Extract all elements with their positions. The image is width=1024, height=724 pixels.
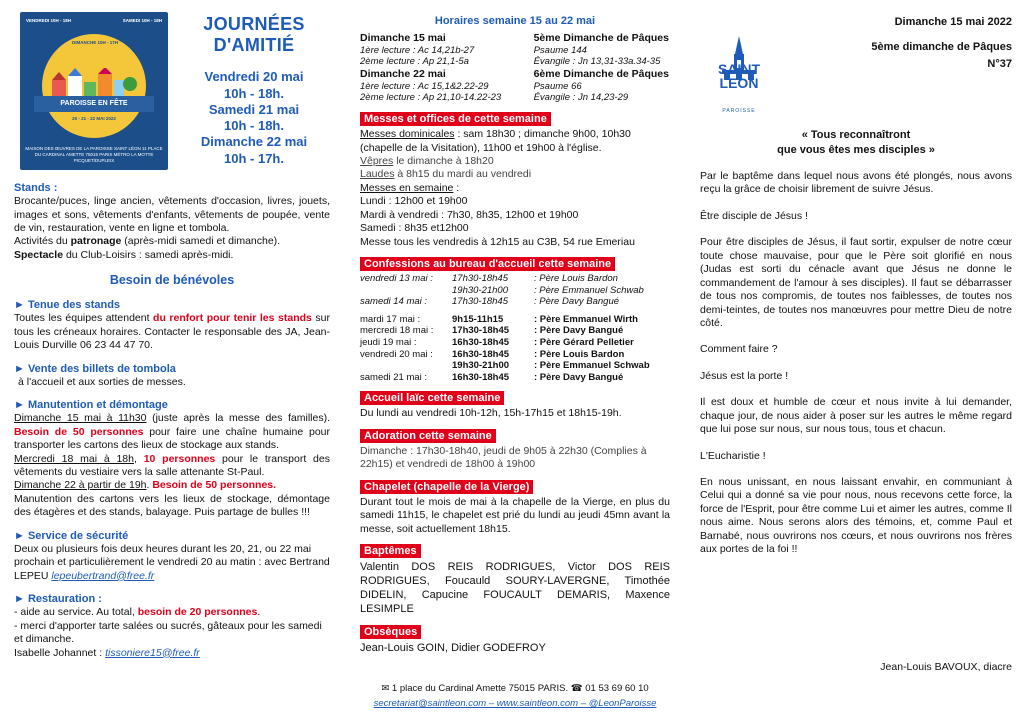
poster-friday: VENDREDI 10H - 18H <box>26 18 72 23</box>
bulletin-date: Dimanche 15 mai 2022 <box>894 16 1012 28</box>
security-text: Deux ou plusieurs fois deux heures durant les 20, 21, ou 22 mai prochain et particulièrement le vendredi 20 au matin : avec Bertrand LEPEU lepeubertrand@free.fr <box>14 542 330 582</box>
baptisms-text: Valentin DOS REIS RODRIGUES, Victor DOS REIS RODRIGUES, Foucauld SOURY-LAVERGNE, Timothée DIDELIN, Capucine FOUCAULT DEMARIS, Maxence LESIMPLE <box>360 561 670 616</box>
confession-priest: : Père Emmanuel Schwab <box>534 360 650 372</box>
reading-left: 1ère lecture : Ac 15,1&2.22-29 <box>360 80 489 92</box>
poster-houses-illustration <box>50 68 138 98</box>
reading-left: 1ère lecture : Ac 14,21b-27 <box>360 44 475 56</box>
confession-row <box>360 372 650 384</box>
confession-priest: : Père Emmanuel Schwab <box>534 284 644 296</box>
homily-paragraph: Pour être disciples de Jésus, il faut sortir, expulser de notre cœur toute chose mauvaise, pour que le Père soit glorifié en nous (Judas est sorti du cénacle avant que Jésus ne donne le commandement de l'amour à ses disciples). Il faut se débarrasser de tous nos compromis, de toutes nos faiblesses, de toutes nos demi-teintes, de toutes nos manœuvres pour mettre Dieu de notre côté. <box>700 236 1012 329</box>
footer-address: ✉ 1 place du Cardinal Amette 75015 PARIS. ☎ 01 53 69 60 10 <box>381 683 649 694</box>
handling-text-3: Dimanche 22 à partir de 19h. Besoin de 50 personnes. <box>14 479 277 492</box>
reading-right: Psaume 66 <box>533 80 582 92</box>
confession-day: mardi 17 mai : <box>360 313 421 325</box>
footer-links[interactable]: secretariat@saintleon.com – www.saintleon.com – @LeonParoisse <box>373 698 657 710</box>
show-text: Spectacle du Club-Loisirs : samedi après-midi. <box>14 248 234 261</box>
confession-time: 17h30-18h45 <box>452 325 510 337</box>
sunday-masses: Messes dominicales : sam 18h30 ; dimanche 9h00, 10h30 (chapelle de la Visitation), 11h00 et 19h00 à l'église. <box>360 128 631 154</box>
confession-day <box>360 285 452 297</box>
raffle-heading: ► Vente des billets de tombola <box>14 362 176 375</box>
confession-time: 17h30-18h45 <box>452 296 508 308</box>
event-details <box>14 181 330 660</box>
masses-heading: Messes et offices de cette semaine <box>360 112 551 126</box>
adoration-text: Dimanche : 17h30-18h40, jeudi de 9h05 à 22h30 (Complies à 22h15) et vendredi de 18h00 à 19h00 <box>360 444 647 471</box>
poster-sunday: DIMANCHE 10H - 17H <box>72 40 119 45</box>
event-date-2: Samedi 21 mai <box>208 101 300 117</box>
reading-row <box>360 92 670 104</box>
confession-row <box>360 360 650 372</box>
parish-logo-subtitle: PAROISSE <box>722 108 756 114</box>
event-date-5: 10h - 17h. <box>224 150 284 166</box>
confessions-prev-table <box>360 273 644 308</box>
handling-text-4: Manutention des cartons vers les lieux de stockage, démontage des étagères et des stands, balayage. Puis partage de bulles !!! <box>14 492 330 519</box>
confession-priest: : Père Davy Bangué <box>534 325 624 337</box>
poster-banner-dates: 20 - 21 - 22 MAI 2022 <box>72 116 116 121</box>
reading-left: 2ème lecture : Ap 21,10-14.22-23 <box>360 92 502 104</box>
reading-right: Évangile : Jn 13,31-33a.34-35 <box>533 56 661 68</box>
vespers: Vêpres le dimanche à 18h20 <box>360 154 494 167</box>
confession-time: 16h30-18h45 <box>452 348 510 360</box>
homily-paragraph: L'Eucharistie ! <box>700 449 766 462</box>
event-date-1: 10h - 18h. <box>224 85 284 101</box>
homily-paragraph: Il est doux et humble de cœur et nous invite à lui demander, chaque jour, de nous aider à poser sur les autres le même regard que lui pose sur nous, sur nous tous, tous et chacun. <box>700 396 1012 436</box>
handling-heading: ► Manutention et démontage <box>14 399 168 412</box>
stands-staff-text: Toutes les équipes attendent du renfort pour tenir les stands sur tous les créneaux horaires. Contacter le responsable des JA, Jean-Louis Durville 06 23 44 47 70. <box>14 312 330 352</box>
confession-priest: : Père Gérard Pelletier <box>534 336 634 348</box>
reading-left: Dimanche 22 mai <box>360 68 446 81</box>
catering-heading: ► Restauration : <box>14 593 102 606</box>
confession-priest: : Père Davy Bangué <box>534 296 620 308</box>
catering-text-2: - merci d'apporter tarte salées ou sucrés, gâteaux pour les samedi et dimanche. <box>14 619 322 646</box>
event-title <box>180 14 328 167</box>
title-line2: D'AMITIÉ <box>213 34 295 55</box>
stands-staff-heading: ► Tenue des stands <box>14 299 121 312</box>
gospel-quote: « Tous reconnaîtront que vous êtes mes disciples » <box>777 129 935 156</box>
event-date-4: Dimanche 22 mai <box>200 134 308 150</box>
stands-heading: Stands : <box>14 182 58 194</box>
homily-paragraph: Par le baptême dans lequel nous avons été plongés, nous avons reçu la grâce de choisir librement de suivre Jésus. <box>700 170 1012 196</box>
rosary-text: Durant tout le mois de mai à la chapelle de la Vierge, en plus du samedi 11h15, le chapelet est prié du lundi au jeudi 45mn avant la messe, soit actuellement 18h15. <box>360 495 670 535</box>
baptisms-heading: Baptêmes <box>360 544 421 558</box>
confession-day: vendredi 13 mai : <box>360 273 433 285</box>
confession-row <box>360 285 644 297</box>
homily-text <box>700 170 1012 570</box>
column-left <box>14 0 330 724</box>
confession-priest: : Père Louis Bardon <box>534 273 618 285</box>
reading-row <box>360 56 670 68</box>
liturgical-sunday: 5ème dimanche de Pâques <box>871 41 1012 54</box>
poster-banner: PAROISSE EN FÊTE <box>34 96 154 112</box>
title-line1: JOURNÉES <box>203 14 305 34</box>
tue-fri-masses: Mardi à vendredi : 7h30, 8h35, 12h00 et 19h00 <box>360 208 579 221</box>
reading-left: Dimanche 15 mai <box>360 32 446 45</box>
column-right <box>700 0 1012 724</box>
weekday-masses-heading: Messes en semaine : <box>360 181 460 194</box>
confession-row <box>360 314 650 326</box>
handling-text-1: Dimanche 15 mai à 11h30 (juste après la messe des familles). Besoin de 50 personnes pour faire une chaîne humaine pour transporter les cartons des lieux de stockage aux stands. <box>14 412 330 452</box>
parish-footer <box>360 683 670 710</box>
confession-day: mercredi 18 mai : <box>360 325 434 337</box>
column-middle <box>360 0 670 724</box>
poster-saturday: SAMEDI 10H - 18H <box>122 18 162 23</box>
volunteers-heading: Besoin de bénévoles <box>109 273 235 288</box>
confession-day: samedi 21 mai : <box>360 371 428 383</box>
confession-time: 17h30-18h45 <box>452 273 508 285</box>
handling-text-2: Mercredi 18 mai à 18h, 10 personnes pour le transport des vêtements du vestiaire vers la salle attenante St-Paul. <box>14 452 330 478</box>
homily-paragraph: Comment faire ? <box>700 343 778 356</box>
monday-masses: Lundi : 12h00 et 19h00 <box>360 195 468 208</box>
saturday-masses: Samedi : 8h35 et12h00 <box>360 222 469 235</box>
confession-row <box>360 337 650 349</box>
confession-priest: : Père Emmanuel Wirth <box>534 313 638 325</box>
catering-email-link[interactable]: tissoniere15@free.fr <box>105 646 200 659</box>
confessions-table <box>360 314 650 383</box>
bulletin-header <box>871 14 1012 73</box>
stands-text: Brocante/puces, linge ancien, vêtements d'occasion, livres, jouets, images et sons, vêtements d'enfants, vêtements de poupée, vente de vin, restauration, vente en ligne et tombola. <box>14 195 330 234</box>
reading-right: Évangile : Jn 14,23-29 <box>533 92 629 104</box>
reading-right: Psaume 144 <box>533 44 587 56</box>
confession-row <box>360 325 650 337</box>
event-poster <box>20 12 168 170</box>
confessions-heading: Confessions au bureau d'accueil cette semaine <box>360 257 615 271</box>
confession-time: 19h30-21h00 <box>452 284 508 296</box>
confession-row <box>360 296 644 308</box>
reception-text: Du lundi au vendredi 10h-12h, 15h-17h15 et 18h15-19h. <box>360 407 622 420</box>
activities-text: Activités du patronage (après-midi samedi et dimanche). <box>14 235 281 248</box>
raffle-text: à l'accueil et aux sorties de messes. <box>18 375 186 388</box>
reading-row <box>360 45 670 57</box>
homily-paragraph: Être disciple de Jésus ! <box>700 209 808 222</box>
security-email-link[interactable]: lepeubertrand@free.fr <box>51 569 155 582</box>
adoration-heading: Adoration cette semaine <box>360 429 496 443</box>
reading-left: 2ème lecture : Ap 21,1-5a <box>360 56 469 68</box>
confession-row <box>360 349 650 361</box>
reading-row <box>360 32 670 45</box>
confession-day: vendredi 20 mai : <box>360 348 433 360</box>
parish-logo-text: SAINT LEON <box>718 61 760 91</box>
event-dates <box>180 69 328 167</box>
readings-table <box>360 32 670 104</box>
reading-row <box>360 68 670 81</box>
confession-day: samedi 14 mai : <box>360 296 428 308</box>
confession-time: 16h30-18h45 <box>452 336 510 348</box>
reception-heading: Accueil laïc cette semaine <box>360 391 504 405</box>
reading-right: 6ème Dimanche de Pâques <box>533 68 669 81</box>
confession-priest: : Père Louis Bardon <box>534 348 625 360</box>
bulletin-number: N°37 <box>987 58 1012 71</box>
reading-row <box>360 81 670 93</box>
confession-priest: : Père Davy Bangué <box>534 371 624 383</box>
confession-row <box>360 273 644 285</box>
event-date-0: Vendredi 20 mai <box>204 69 304 85</box>
friday-c3b-mass: Messe tous les vendredis à 12h15 au C3B, 54 rue Emeriau <box>360 235 635 248</box>
confession-time: 9h15-11h15 <box>452 313 504 325</box>
funerals-text: Jean-Louis GOIN, Didier GODEFROY <box>360 641 546 654</box>
homily-paragraph: Jésus est la porte ! <box>700 369 789 382</box>
schedule-heading: Horaires semaine 15 au 22 mai <box>434 15 596 27</box>
rosary-heading: Chapelet (chapelle de la Vierge) <box>360 480 533 494</box>
funerals-heading: Obsèques <box>360 625 421 639</box>
security-heading: ► Service de sécurité <box>14 529 129 542</box>
catering-contact: Isabelle Johannet : tissoniere15@free.fr <box>14 646 200 659</box>
catering-text-1: - aide au service. Au total, besoin de 20 personnes. <box>14 606 261 619</box>
confession-time: 16h30-18h45 <box>452 371 510 383</box>
confession-day: jeudi 19 mai : <box>360 336 417 348</box>
confession-time: 19h30-21h00 <box>452 360 510 372</box>
poster-address: MAISON DES ŒUVRES DE LA PAROISSE SAINT LÉON 11 PLACE DU CARDINAL AMETTE 75015 PARIS MÉTRO LA MOTTE PICQUET/DUPLEIX <box>25 146 163 163</box>
event-date-3: 10h - 18h. <box>224 118 284 134</box>
reading-right: 5ème Dimanche de Pâques <box>533 32 669 45</box>
author-signature: Jean-Louis BAVOUX, diacre <box>880 661 1012 673</box>
confession-day <box>360 360 452 372</box>
homily-paragraph: En nous unissant, en nous laissant envahir, en communiant à Celui qui a donné sa vie pour nous, nous recevons cette force, la force de l'Esprit, pour être comme Lui et aimer les autres, comme Il nous aime. Nous serons alors des témoins, et, comme Paul et Barnabé, nous ouvrirons nos cœurs, et nous ouvrirons nos frères aux portes de la foi !! <box>700 476 1012 556</box>
lauds: Laudes à 8h15 du mardi au vendredi <box>360 168 532 181</box>
